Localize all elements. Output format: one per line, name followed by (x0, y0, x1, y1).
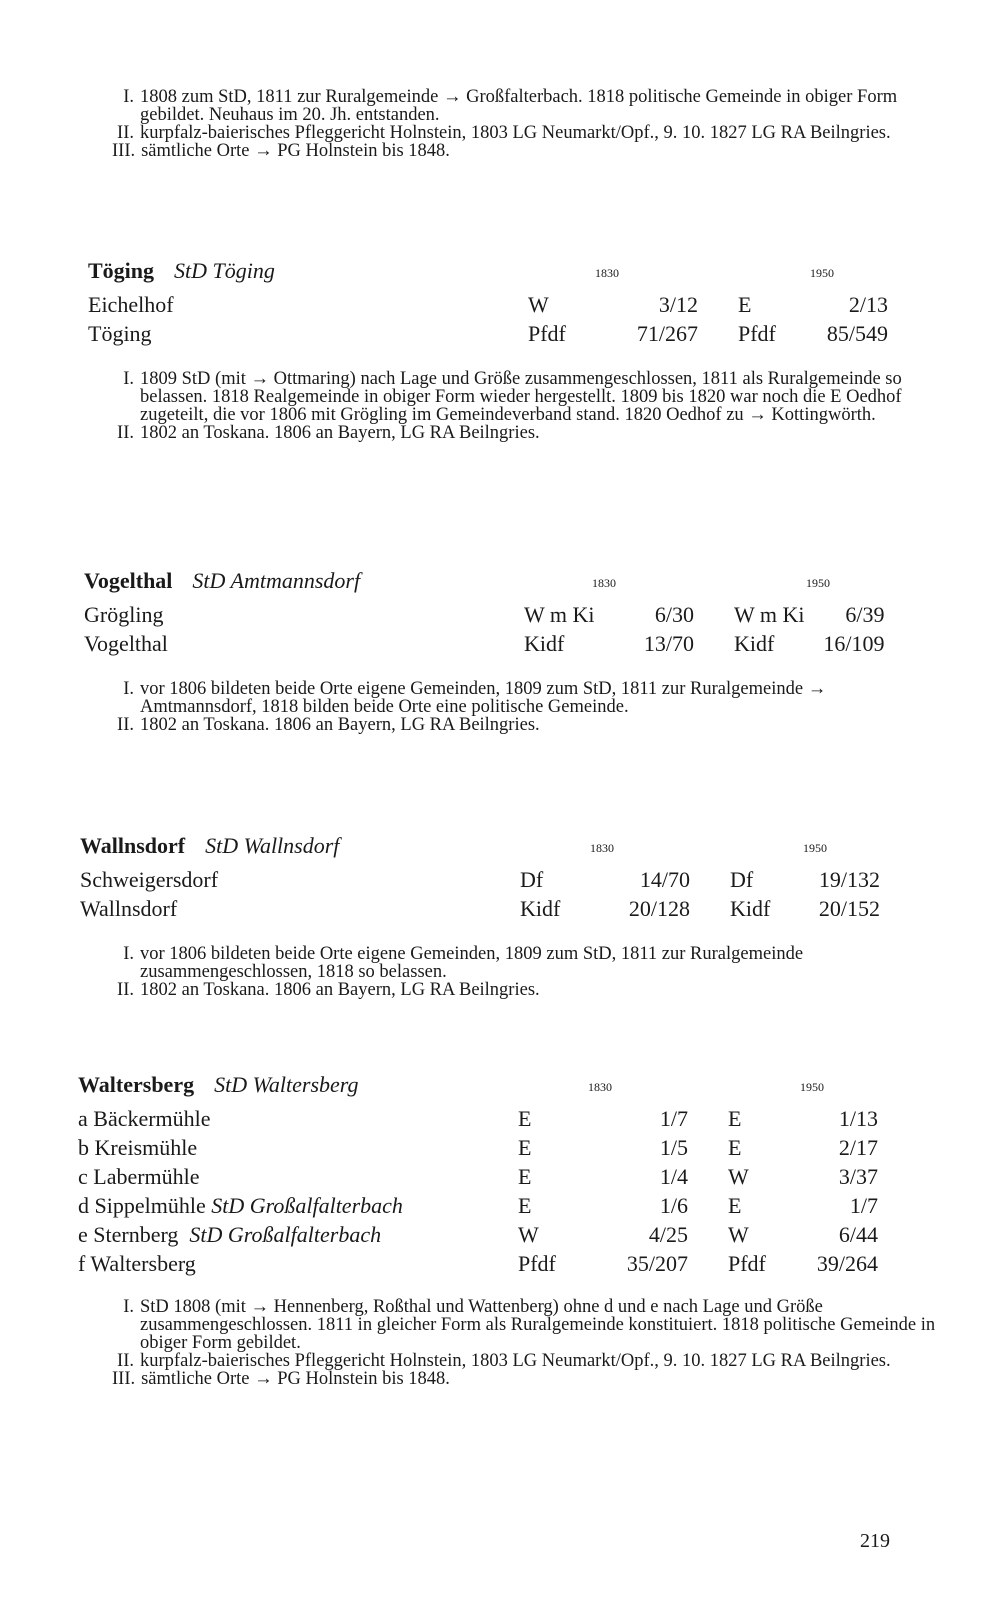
note-num: I. (123, 679, 134, 699)
table-row (84, 629, 884, 658)
row-value-1830: 1/5 (659, 1134, 688, 1160)
year-1950: 1950 (800, 1080, 824, 1094)
row-type-1950: Kidf (730, 895, 771, 921)
section-place: Vogelthal (84, 568, 173, 593)
row-type-1950: W (728, 1163, 749, 1189)
section-notes (112, 945, 940, 999)
section-place: Waltersberg (78, 1072, 195, 1097)
table-row (78, 1220, 878, 1249)
note-num: II. (117, 1351, 134, 1371)
row-type-1950: W m Ki (734, 601, 805, 627)
note-num: III. (112, 141, 136, 161)
section-place: Töging (88, 258, 155, 283)
note-text: kurpfalz-baierisches Pfleggericht Holnstein, 1803 LG Neumarkt/Opf., 9. 10. 1827 LG RA Beilngries. (140, 1351, 891, 1371)
row-type-1950: E (738, 291, 752, 317)
row-value-1950: 1/7 (849, 1192, 878, 1218)
row-type-1950: E (728, 1134, 742, 1160)
note-num: II. (117, 715, 134, 735)
note-num: I. (123, 87, 134, 107)
note (112, 716, 940, 734)
top-notes (112, 88, 940, 160)
row-name: f Waltersberg (78, 1250, 196, 1276)
note-text: 1802 an Toskana. 1806 an Bayern, LG RA Beilngries. (140, 715, 540, 735)
row-name-cell (78, 1191, 518, 1220)
note-text: kurpfalz-baierisches Pfleggericht Holnstein, 1803 LG Neumarkt/Opf., 9. 10. 1827 LG RA Beilngries. (140, 123, 891, 143)
table-row (88, 319, 888, 348)
section-place: Wallnsdorf (80, 833, 186, 858)
year-1950: 1950 (810, 266, 834, 280)
row-type-1950: Df (730, 866, 754, 892)
row-value-1830: 1/6 (659, 1192, 688, 1218)
table-row (78, 1133, 878, 1162)
table-row (78, 1191, 878, 1220)
row-name: d Sippelmühle (78, 1192, 206, 1218)
note-num: III. (112, 1369, 136, 1389)
note-text: 1808 zum StD, 1811 zur Ruralgemeinde → Großfalterbach. 1818 politische Gemeinde in obiger Form gebildet. Neuhaus im 20. Jh. entstanden. (140, 87, 898, 125)
row-value-1830: 4/25 (648, 1221, 688, 1247)
note (112, 370, 940, 424)
row-value-1830: 14/70 (639, 866, 690, 892)
place-table (80, 865, 880, 923)
row-type-1830: W (518, 1221, 539, 1247)
row-name: c Labermühle (78, 1163, 200, 1189)
row-value-1950: 2/17 (838, 1134, 878, 1160)
note-num: I. (123, 1297, 134, 1317)
year-1950: 1950 (806, 576, 830, 590)
note (112, 945, 940, 981)
row-type-1830: Kidf (524, 630, 565, 656)
row-name: Eichelhof (88, 291, 174, 317)
row-value-1830: 35/207 (626, 1250, 688, 1276)
page-number: 219 (860, 1530, 890, 1552)
note-num: II. (117, 123, 134, 143)
row-type-1950: E (728, 1105, 742, 1131)
table-row (84, 600, 884, 629)
section-std: StD Töging (174, 258, 275, 283)
row-type-1830: Kidf (520, 895, 561, 921)
note-text: sämtliche Orte → PG Holnstein bis 1848. (141, 1369, 450, 1389)
section-std: StD Amtmannsdorf (192, 568, 361, 593)
section-heading (88, 258, 275, 284)
note-text: vor 1806 bildeten beide Orte eigene Gemeinden, 1809 zum StD, 1811 zur Ruralgemeinde zusammengeschlossen, 1818 so belassen. (140, 944, 804, 982)
row-name: Wallnsdorf (80, 895, 178, 921)
row-type-1830: W m Ki (524, 601, 595, 627)
note (112, 88, 940, 124)
note (112, 124, 940, 142)
note-num: I. (123, 369, 134, 389)
place-table (84, 600, 884, 658)
year-1830: 1830 (595, 266, 619, 280)
row-type-1830: W (528, 291, 549, 317)
row-type-1830: E (518, 1192, 532, 1218)
note (112, 1298, 940, 1352)
row-value-1830: 1/4 (659, 1163, 688, 1189)
note-text: sämtliche Orte → PG Holnstein bis 1848. (141, 141, 450, 161)
row-name: Töging (88, 320, 152, 346)
row-type-1950: Pfdf (738, 320, 776, 346)
note-text: StD 1808 (mit → Hennenberg, Roßthal und Wattenberg) ohne d und e nach Lage und Größe zusammengeschlossen. 1811 in gleicher Form als Ruralgemeinde konstituiert. 1818 politische Gemeinde in obiger Form gebildet. (140, 1297, 936, 1353)
row-name: Vogelthal (84, 630, 168, 656)
note (112, 680, 940, 716)
row-type-1950: Pfdf (728, 1250, 766, 1276)
row-value-1950: 1/13 (838, 1105, 878, 1131)
table-row (78, 1104, 878, 1133)
row-value-1950: 6/44 (838, 1221, 878, 1247)
note-num: I. (123, 944, 134, 964)
table-row (78, 1249, 878, 1278)
row-name: a Bäckermühle (78, 1105, 211, 1131)
row-value-1830: 3/12 (658, 291, 698, 317)
section-std: StD Wallnsdorf (205, 833, 340, 858)
note-num: II. (117, 980, 134, 1000)
section-heading (78, 1072, 359, 1098)
row-value-1830: 13/70 (643, 630, 694, 656)
section-notes (112, 370, 940, 442)
row-name: Schweigersdorf (80, 866, 219, 892)
row-name: Grögling (84, 601, 164, 627)
row-name: e Sternberg (78, 1221, 179, 1247)
place-table (88, 290, 888, 348)
year-1830: 1830 (592, 576, 616, 590)
table-row (88, 290, 888, 319)
row-type-1830: Pfdf (518, 1250, 556, 1276)
row-type-1830: Df (520, 866, 544, 892)
row-value-1950: 20/152 (818, 895, 880, 921)
note-text: 1802 an Toskana. 1806 an Bayern, LG RA Beilngries. (140, 423, 540, 443)
section-notes (112, 680, 940, 734)
section-heading (80, 833, 339, 859)
note (112, 424, 940, 442)
row-value-1950: 16/109 (823, 630, 885, 656)
row-value-1830: 6/30 (654, 601, 694, 627)
row-type-1950: Kidf (734, 630, 775, 656)
section-std: StD Waltersberg (214, 1072, 359, 1097)
note (112, 1370, 940, 1388)
row-type-1830: E (518, 1134, 532, 1160)
year-1830: 1830 (588, 1080, 612, 1094)
row-value-1950: 19/132 (818, 866, 880, 892)
note (112, 1352, 940, 1370)
row-std: StD Großalfalterbach (211, 1192, 403, 1218)
row-value-1830: 20/128 (628, 895, 690, 921)
row-std: StD Großalfalterbach (189, 1221, 382, 1247)
row-value-1950: 2/13 (848, 291, 888, 317)
row-type-1830: E (518, 1105, 532, 1131)
note-num: II. (117, 423, 134, 443)
year-1830: 1830 (590, 841, 614, 855)
table-row (80, 865, 880, 894)
place-table (78, 1104, 878, 1278)
row-type-1830: E (518, 1163, 532, 1189)
note-text: 1802 an Toskana. 1806 an Bayern, LG RA Beilngries. (140, 980, 540, 1000)
row-type-1950: E (728, 1192, 742, 1218)
note (112, 142, 940, 160)
row-type-1830: Pfdf (528, 320, 566, 346)
row-name: b Kreismühle (78, 1134, 198, 1160)
row-type-1950: W (728, 1221, 749, 1247)
section-notes (112, 1298, 940, 1388)
row-value-1950: 39/264 (816, 1250, 878, 1276)
year-1950: 1950 (803, 841, 827, 855)
note (112, 981, 940, 999)
row-value-1950: 3/37 (838, 1163, 878, 1189)
row-value-1950: 6/39 (845, 601, 885, 627)
table-row (80, 894, 880, 923)
row-value-1830: 1/7 (659, 1105, 688, 1131)
section-heading (84, 568, 360, 594)
row-value-1950: 85/549 (826, 320, 888, 346)
row-name-cell (78, 1220, 518, 1249)
row-value-1830: 71/267 (636, 320, 698, 346)
note-text: vor 1806 bildeten beide Orte eigene Gemeinden, 1809 zum StD, 1811 zur Ruralgemeinde → Amtmannsdorf, 1818 bilden beide Orte eine politische Gemeinde. (140, 679, 827, 717)
table-row (78, 1162, 878, 1191)
note-text: 1809 StD (mit → Ottmaring) nach Lage und Größe zusammengeschlossen, 1811 als Ruralgemeinde so belassen. 1818 Realgemeinde in obiger Form wieder hergestellt. 1809 bis 1820 war noch die E Oedhof zugeteilt, die vor 1806 mit Grögling im Gemeindeverband stand. 1820 Oedhof zu → Kottingwörth. (140, 369, 902, 425)
